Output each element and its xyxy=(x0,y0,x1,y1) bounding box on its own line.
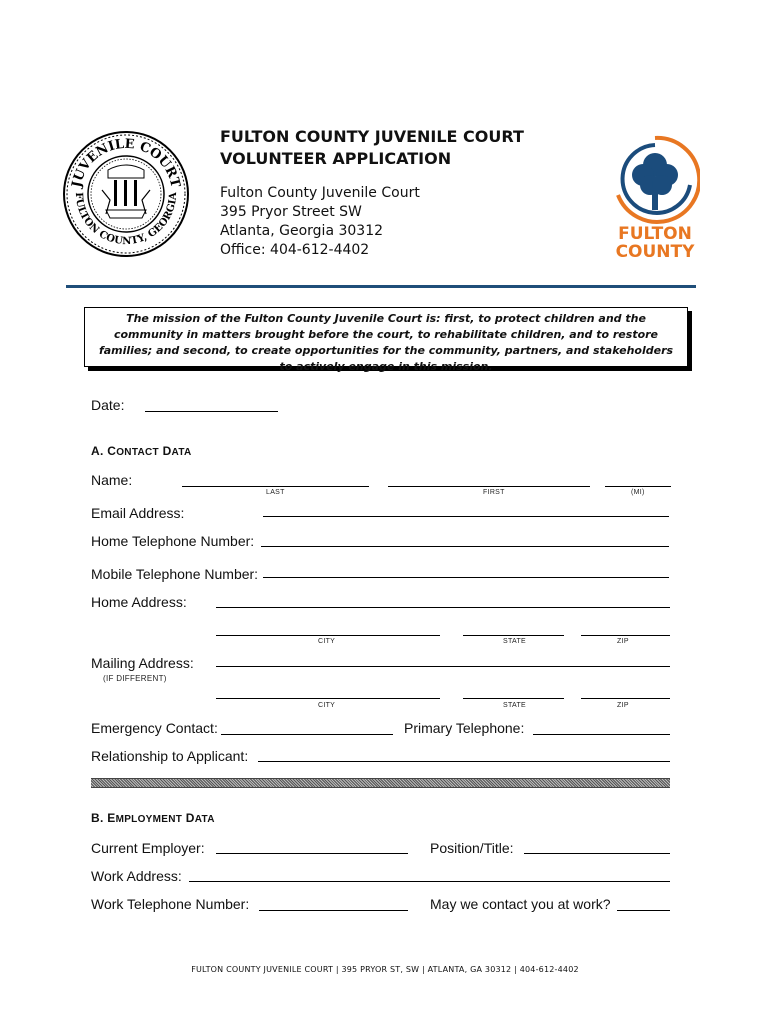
home-address-field[interactable] xyxy=(216,607,670,608)
primary-phone-label: Primary Telephone: xyxy=(404,720,525,736)
mission-statement: The mission of the Fulton County Juvenile Court is: first, to protect children and the community in matters brought before the court, to rehabilitate children, and to restore families; and second, to create opportunities for the community, partners, and stakeholders to actively engage in this mission. xyxy=(98,312,674,373)
position-field[interactable] xyxy=(524,853,670,854)
employer-field[interactable] xyxy=(216,853,408,854)
contact-at-work-label: May we contact you at work? xyxy=(430,896,611,912)
form-title: FULTON COUNTY JUVENILE COURT xyxy=(220,127,524,146)
mailing-address-label: Mailing Address: xyxy=(91,655,194,671)
mi-sublabel: (MI) xyxy=(631,489,645,496)
work-phone-label: Work Telephone Number: xyxy=(91,896,250,912)
court-city: Atlanta, Georgia 30312 xyxy=(220,223,384,239)
home-city-field[interactable] xyxy=(216,635,440,636)
court-street: 395 Pryor Street SW xyxy=(220,204,362,220)
date-label: Date: xyxy=(91,397,125,413)
contact-at-work-field[interactable] xyxy=(617,910,670,911)
mailing-note: (IF DIFFERENT) xyxy=(103,674,167,683)
emergency-contact-field[interactable] xyxy=(221,734,393,735)
form-subtitle: VOLUNTEER APPLICATION xyxy=(220,149,452,168)
svg-text:FULTON COUNTY, GEORGIA: FULTON COUNTY, GEORGIA xyxy=(72,192,180,248)
mailing-state-sublabel: STATE xyxy=(503,702,527,709)
work-address-field[interactable] xyxy=(189,881,670,882)
email-label: Email Address: xyxy=(91,505,185,521)
logo-word-county: COUNTY xyxy=(615,242,695,262)
employer-label: Current Employer: xyxy=(91,840,205,856)
home-phone-field[interactable] xyxy=(261,546,669,547)
position-label: Position/Title: xyxy=(430,840,514,856)
fulton-county-logo xyxy=(610,133,700,263)
mobile-phone-field[interactable] xyxy=(263,577,669,578)
home-city-sublabel: CITY xyxy=(318,638,336,645)
page-footer: FULTON COUNTY JUVENILE COURT | 395 PRYOR ST, SW | ATLANTA, GA 30312 | 404-612-4402 xyxy=(191,965,579,974)
header-divider xyxy=(66,285,696,288)
relationship-field[interactable] xyxy=(258,761,670,762)
home-state-field[interactable] xyxy=(463,635,564,636)
mailing-city-field[interactable] xyxy=(216,698,440,699)
section-divider xyxy=(91,778,670,788)
date-field[interactable] xyxy=(145,411,278,412)
middle-initial-field[interactable] xyxy=(605,486,671,487)
relationship-label: Relationship to Applicant: xyxy=(91,748,249,764)
name-label: Name: xyxy=(91,472,133,488)
first-sublabel: FIRST xyxy=(483,489,505,496)
mailing-zip-field[interactable] xyxy=(581,698,670,699)
mobile-phone-label: Mobile Telephone Number: xyxy=(91,566,259,582)
first-name-field[interactable] xyxy=(388,486,590,487)
home-zip-sublabel: ZIP xyxy=(617,638,629,645)
court-phone: Office: 404-612-4402 xyxy=(220,242,370,258)
mailing-zip-sublabel: ZIP xyxy=(617,702,629,709)
mailing-state-field[interactable] xyxy=(463,698,564,699)
mission-box xyxy=(84,307,688,373)
home-phone-label: Home Telephone Number: xyxy=(91,533,255,549)
emergency-contact-label: Emergency Contact: xyxy=(91,720,218,736)
juvenile-court-seal xyxy=(62,130,190,258)
section-b-heading: B. EMPLOYMENT DATA xyxy=(91,811,215,825)
svg-text:JUVENILE COURT: JUVENILE COURT xyxy=(69,136,183,189)
work-phone-field[interactable] xyxy=(259,910,408,911)
work-address-label: Work Address: xyxy=(91,868,182,884)
tree-icon xyxy=(632,153,678,210)
home-address-label: Home Address: xyxy=(91,594,187,610)
primary-phone-field[interactable] xyxy=(533,734,670,735)
mailing-city-sublabel: CITY xyxy=(318,702,336,709)
court-name: Fulton County Juvenile Court xyxy=(220,185,420,201)
email-field[interactable] xyxy=(263,516,669,517)
home-state-sublabel: STATE xyxy=(503,638,527,645)
mailing-address-field[interactable] xyxy=(216,666,670,667)
logo-word-fulton: FULTON xyxy=(618,224,692,244)
last-sublabel: LAST xyxy=(266,489,285,496)
last-name-field[interactable] xyxy=(182,486,369,487)
home-zip-field[interactable] xyxy=(581,635,670,636)
section-a-heading: A. CONTACT DATA xyxy=(91,444,192,458)
